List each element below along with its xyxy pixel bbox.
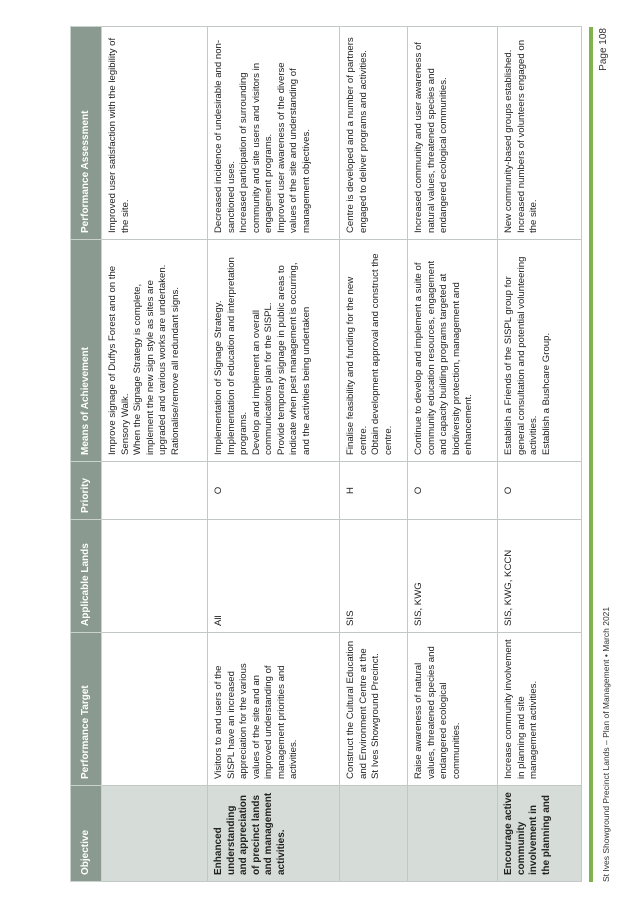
means-item: Finalise feasibility and funding for the new centre.	[345, 276, 369, 455]
means-item: Rationalise/remove all redundant signs.	[169, 287, 181, 455]
table-row	[340, 27, 408, 882]
assessment-cell	[208, 27, 340, 240]
table-row	[498, 27, 582, 882]
means-item: Provide temporary signage in public areas to indicate when pest management is occurring, and the activities being undertaken	[275, 262, 312, 455]
objective-cell	[408, 786, 498, 882]
priority-cell: O	[408, 462, 498, 520]
table-row	[102, 27, 208, 882]
header-objective: Objective	[71, 786, 102, 882]
means-cell	[102, 240, 208, 462]
assessment-item: Increased numbers of volunteers engaged on the site.	[515, 39, 539, 233]
header-priority: Priority	[71, 462, 102, 520]
means-item: Establish a Bushcare Group.	[540, 332, 552, 455]
header-performance-assessment: Performance Assessment	[71, 27, 102, 240]
target-cell	[102, 633, 208, 786]
performance-table-wrap	[70, 27, 590, 882]
priority-cell: H	[340, 462, 408, 520]
priority-cell: O	[498, 462, 582, 520]
means-item: Continue to develop and implement a suite of community education resources, engagement and capacity building programs targeted at biodiversity protection, management and enhancement.	[413, 260, 474, 455]
means-cell	[498, 240, 582, 462]
target-cell: Construct the Cultural Education and Environment Centre at the St Ives Showground Precinct.	[340, 633, 408, 786]
lands-cell	[102, 520, 208, 633]
performance-table	[70, 26, 582, 882]
assessment-cell	[498, 27, 582, 240]
means-item: Develop and implement an overall communications plan for the SISPL.	[250, 302, 274, 455]
assessment-cell	[408, 27, 498, 240]
means-item: Implementation of education and interpretation programs.	[225, 257, 249, 455]
assessment-item: Improved user awareness of the diverse values of the site and understanding of management objectives.	[275, 62, 312, 233]
assessment-item: Improved user satisfaction with the legibility of the site.	[107, 37, 131, 233]
means-item: When the Signage Strategy is complete, implement the new sign style as sites are upgraded and various works are undertaken.	[132, 264, 168, 455]
header-means-of-achievement: Means of Achievement	[71, 240, 102, 462]
priority-cell: O	[208, 462, 340, 520]
assessment-item: Increased community and user awareness of natural values, threatened species and endangered ecological communities.	[413, 42, 449, 233]
objective-cell	[340, 786, 408, 882]
assessment-cell	[340, 27, 408, 240]
header-applicable-lands: Applicable Lands	[71, 520, 102, 633]
assessment-item: Centre is developed and a number of partners engaged to deliver programs and activities.	[345, 37, 369, 233]
means-cell	[340, 240, 408, 462]
header-performance-target: Performance Target	[71, 633, 102, 786]
means-cell	[208, 240, 340, 462]
assessment-cell	[102, 27, 208, 240]
priority-cell	[102, 462, 208, 520]
means-item: Improve signage of Duffys Forest and on the Sensory Walk.	[107, 265, 131, 455]
lands-cell: SIS, KWG	[408, 520, 498, 633]
assessment-item: Decreased incidence of undesirable and non-sanctioned uses.	[213, 39, 237, 233]
objective-cell: Enhanced understanding and appreciation of precinct lands and management activities.	[208, 786, 340, 882]
means-item: Obtain development approval and construct the centre.	[370, 253, 394, 455]
lands-cell: SIS	[340, 520, 408, 633]
footer-accent-bar	[589, 27, 593, 882]
assessment-item: Increased participation of surrounding community and site users and visitors in engagement programs.	[238, 62, 274, 233]
objective-cell	[102, 786, 208, 882]
table-row	[208, 27, 340, 882]
lands-cell: All	[208, 520, 340, 633]
lands-cell: SIS, KWG, KCCN	[498, 520, 582, 633]
target-cell: Increase community involvement in planning and site management activities.	[498, 633, 582, 786]
page-number: Page 108	[598, 28, 609, 71]
target-cell: Visitors to and users of the SISPL have an increased appreciation for the various values of the site and an improved understanding of management priorities and activities.	[208, 633, 340, 786]
assessment-item: New community-based groups established.	[503, 49, 514, 233]
means-item: Implementation of Signage Strategy.	[213, 300, 224, 455]
objective-cell: Encourage active community involvement in the planning and	[498, 786, 582, 882]
table-row	[408, 27, 498, 882]
footer-document-title: St Ives Showground Precinct Lands – Plan of Management • March 2021	[601, 606, 611, 882]
table-header-row	[71, 27, 102, 882]
means-item: Establish a Friends of the SISPL group for general consultation and potential volunteering activities.	[503, 256, 539, 455]
target-cell: Raise awareness of natural values, threatened species and endangered ecological communities.	[408, 633, 498, 786]
means-cell	[408, 240, 498, 462]
